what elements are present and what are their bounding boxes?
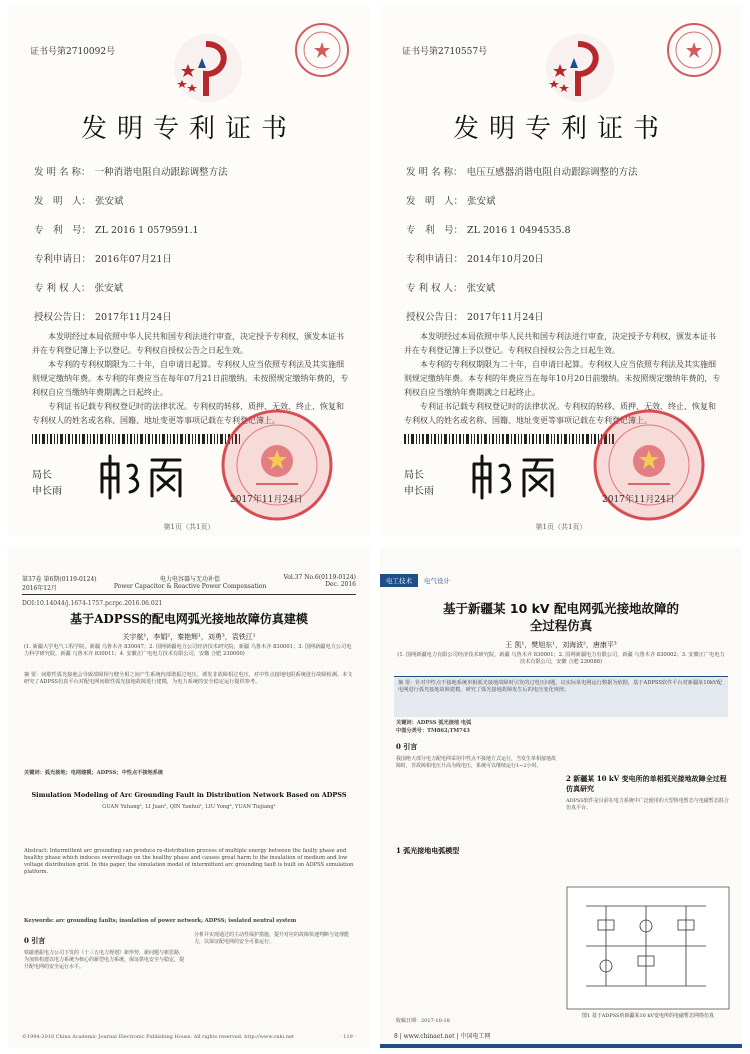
certificate-paragraph: 专利证书记载专利权登记时的法律状况。专利权的转移、质押、无效、终止、恢复和专利权人的姓名或名称、国籍、地址变更等事项记载在专利登记簿上。	[404, 402, 716, 425]
paper-title-line: 全过程仿真	[529, 618, 593, 633]
paper-english-keywords: Keywords: arc grounding faults; insulation of power network; ADPSS; isolated neutral system	[24, 918, 297, 924]
row-label: 专利申请日：	[34, 254, 92, 265]
paper-footer: 8 | www.chinaet.net | 中国电工网	[394, 1033, 491, 1040]
barcode-icon	[404, 434, 614, 444]
journal-paper-2	[380, 548, 742, 1048]
row-label: 专 利 权 人：	[406, 283, 463, 294]
patent-office-logo-icon	[540, 28, 620, 108]
row-label: 专 利 号：	[406, 225, 464, 236]
row-label: 发 明 人：	[34, 196, 92, 207]
director-name: 申长雨	[32, 486, 62, 497]
patentee-row	[34, 280, 123, 294]
paper-english-authors: GUAN Yuhang¹, LI Juan², QIN Yanhui¹, LIU Yong³, YUAN Tiejiang¹	[102, 804, 276, 810]
seal-date: 2017年11月24日	[230, 495, 303, 505]
row-value: 张安斌	[94, 283, 124, 294]
handwritten-signature-icon	[468, 452, 558, 502]
official-seal-icon	[218, 406, 336, 524]
paper-english-abstract: Abstract: Intermittent arc grounding can produce re-distribution process of multiple energy between the faulty phase and healthy phase which induces overvoltage on the healthy phase and causes great harm to the insulation of medium and low voltage distribution grid. In this paper, the simulation model of intermittent arc grounding fault is built on ADPSS simulation platform.	[24, 848, 354, 875]
journal-paper-1	[8, 548, 370, 1048]
journal-name: 电力电容器与无功补偿 Power Capacitor & Reactive Power Compensation	[113, 576, 267, 590]
section-subtag: 电气设计	[424, 576, 450, 585]
patent-office-logo-icon	[168, 28, 248, 108]
invention-name-row	[34, 164, 228, 178]
row-label: 发 明 名 称：	[406, 167, 463, 178]
certificate-number: 证书号第2710092号	[30, 47, 116, 57]
row-value: 张安斌	[467, 196, 496, 207]
inventor-row	[34, 193, 124, 207]
body-column-right: ADPSS软件是目前在电力系统中广泛使用的大型机电暂态与电磁暂态混合仿真平台。	[566, 798, 729, 811]
inventor-row	[406, 193, 496, 207]
director-title: 局长	[32, 470, 52, 481]
row-label: 专 利 权 人：	[34, 283, 91, 294]
paper-affiliations: (1. 新疆大学电气工程学院，新疆 乌鲁木齐 830047；2. 国网新疆电力公司经济技术研究院，新疆 乌鲁木齐 830001；3. 国网新疆电力公司电力科学研究院，新疆 乌鲁木齐 830011；4. 安徽正广电电力技术有限公司，安徽 合肥 230000)	[24, 644, 352, 658]
patent-certificate-2	[380, 6, 742, 536]
official-seal-icon	[590, 406, 708, 524]
section-heading: 1 弧光接地电弧模型	[396, 846, 460, 855]
registration-stamp-icon	[664, 20, 724, 80]
paper-title: 基于ADPSS的配电网弧光接地故障仿真建模	[70, 612, 308, 626]
paper-keywords: 关键词：弧光接地；电网建模；ADPSS；中性点不接地系统	[24, 770, 164, 776]
registration-stamp-icon	[292, 20, 352, 80]
row-label: 发 明 人：	[406, 196, 464, 207]
body-column-left: 铁磁谐振电力公司下发的《十三五电力规划》新形势，新问题与新思路，为加快构建以电力系统为核心的新型电力系统，保证供电安全与稳定，提升配电网的安全运行水平。	[24, 950, 185, 970]
barcode-icon	[32, 434, 242, 444]
abstract-box	[394, 676, 728, 717]
certificate-paragraph: 本专利的专利权期限为二十年，自申请日起算。专利权人应当依照专利法及其实施细则规定缴纳年费。本专利的年费应当在每年10月20日前缴纳。未按照规定缴纳年费的，专利权自应当缴纳年费期满之日起终止。	[404, 360, 721, 397]
patent-number-row	[406, 222, 571, 236]
director-title: 局长	[404, 470, 424, 481]
row-label: 专 利 号：	[34, 225, 92, 236]
section-tag-bar	[380, 574, 450, 586]
paper-abstract: 摘 要：间歇性弧光接地会导致故障相与健全相之间产生系统内部谐振过电压，诱发非故障相过电压，对中性点接地电阻系统进行故障检测。本文研究了ADPSS仿真平台对配电网间歇性弧光接地故障进行建模，为电力系统的安全稳定运行提供参考。	[24, 672, 353, 686]
application-date-row	[34, 251, 172, 265]
certificate-paragraph: 本发明经过本局依照中华人民共和国专利法进行审查，决定授予专利权，颁发本证书并在专利登记簿上予以登记。专利权自授权公告之日起生效。	[32, 332, 344, 355]
footer-accent-bar	[380, 1044, 742, 1048]
certificate-paragraph: 本专利的专利权期限为二十年，自申请日起算。专利权人应当依照专利法及其实施细则规定缴纳年费。本专利的年费应当在每年07月21日前缴纳。未按照规定缴纳年费的，专利权自应当缴纳年费期满之日起终止。	[32, 360, 349, 397]
certificate-number: 证书号第2710557号	[402, 47, 488, 57]
doi: DOI:10.14044/j.1674-1757.pcrpc.2016.06.021	[22, 600, 163, 607]
row-value: 2017年11月24日	[467, 312, 544, 323]
journal-header	[22, 574, 356, 595]
row-value: 2016年07月21日	[95, 254, 172, 265]
grant-date-row	[34, 309, 172, 323]
certificate-title: 发明专利证书	[452, 114, 669, 144]
paper-abstract: 摘 要：针对中性点不接地系统单相弧光接地故障时引发的过电压问题，以实际某电网运行数据为依据，基于ADPSS软件平台对新疆某10kV配电网进行弧光接地故障建模，研究了弧光接地故障发生后的电压变化规律。	[398, 680, 723, 694]
section-heading: 0 引言	[24, 936, 46, 945]
page-number: 第1页（共1页）	[535, 523, 587, 531]
row-label: 发 明 名 称：	[34, 167, 91, 178]
paper-title	[380, 600, 742, 634]
certificate-paragraph: 本发明经过本局依照中华人民共和国专利法进行审查，决定授予专利权，颁发本证书并在专利登记簿上予以登记。专利权自授权公告之日起生效。	[404, 332, 716, 355]
row-value: 2017年11月24日	[95, 312, 172, 323]
row-value: 张安斌	[95, 196, 124, 207]
row-value: 一种消谐电阻自动跟踪调整方法	[94, 167, 228, 178]
patent-certificate-1	[8, 6, 370, 536]
paper-authors: 关宇航¹，李娟²，秦艳辉¹，刘勇³，袁铁江¹	[122, 633, 256, 641]
paper-footer	[22, 1034, 356, 1040]
journal-volume-en: Vol.37 No.6(0119-0124) Dec. 2016	[283, 574, 356, 588]
invention-name-row	[406, 164, 638, 178]
circuit-diagram-icon	[566, 886, 730, 1010]
application-date-row	[406, 251, 544, 265]
paper-keywords: 关键词：ADPSS 弧光接地 电弧	[396, 720, 472, 726]
section-tag: 电工技术	[380, 574, 418, 587]
patentee-row	[406, 280, 495, 294]
certificate-paragraph: 专利证书记载专利权登记时的法律状况。专利权的转移、质押、无效、终止、恢复和专利权人的姓名或名称、国籍、地址变更等事项记载在专利登记簿上。	[32, 402, 344, 425]
body-column-right: 分析并实现通过的主动性保护措施，提升对应的故障快速判断与处理能力，以保证配电网的安全可靠运行。	[194, 932, 350, 945]
copyright-line: ©1994-2018 China Academic Journal Electronic Publishing House. All rights reserved. http://www.cnki.net	[22, 1034, 294, 1040]
row-label: 授权公告日：	[34, 312, 92, 323]
figure-caption: 图1 基于ADPSS的新疆某10 kV变电所的电磁暂态网络仿真	[581, 1013, 715, 1019]
row-value: ZL 2016 1 0494535.8	[467, 225, 571, 236]
grant-date-row	[406, 309, 544, 323]
row-value: ZL 2016 1 0579591.1	[95, 225, 199, 236]
row-label: 专利申请日：	[406, 254, 464, 265]
journal-volume: 第37卷 第6期(0119-0124) 2016年12月	[22, 576, 97, 592]
section-heading: 2 新疆某 10 kV 变电所的单相弧光接地故障全过程仿真研究	[566, 774, 727, 793]
section-heading: 0 引言	[396, 742, 418, 751]
paper-class-number: 中图分类号：TM862;TM743	[396, 728, 470, 734]
row-value: 2014年10月20日	[467, 254, 544, 265]
handwritten-signature-icon	[96, 452, 186, 502]
page-number: 第1页（共1页）	[163, 523, 215, 531]
row-label: 授权公告日：	[406, 312, 464, 323]
paper-english-title: Simulation Modeling of Arc Grounding Fault in Distribution Network Based on ADPSS	[31, 791, 347, 799]
page-number: · 119 ·	[340, 1034, 356, 1040]
paper-affiliations: (1. 国网新疆电力有限公司经济技术研究院，新疆 乌鲁木齐 830001；2. 国网新疆电力有限公司，新疆 乌鲁木齐 830002；3. 安徽正广电电力技术有限公司，安徽 合肥 230088)	[397, 652, 725, 666]
paper-authors: 王 凯¹，樊旭东¹，刘海波²，唐康平³	[505, 641, 617, 649]
body-column-left: 我国绝大部分电力配电网采用中性点不接地方式运行，当发生单相接地故障时，非故障相电压升高为线电压，系统可以继续运行1~2小时。	[396, 756, 557, 769]
certificate-title: 发明专利证书	[80, 114, 297, 144]
director-name: 申长雨	[404, 486, 434, 497]
seal-date: 2017年11月24日	[602, 495, 675, 505]
row-value: 电压互感器消谐电阻自动跟踪调整的方法	[466, 167, 638, 178]
row-value: 张安斌	[466, 283, 496, 294]
received-date: 收稿日期：2017-10-18	[396, 1018, 450, 1024]
paper-title-line: 基于新疆某 10 kV 配电网弧光接地故障的	[443, 601, 679, 616]
patent-number-row	[34, 222, 199, 236]
